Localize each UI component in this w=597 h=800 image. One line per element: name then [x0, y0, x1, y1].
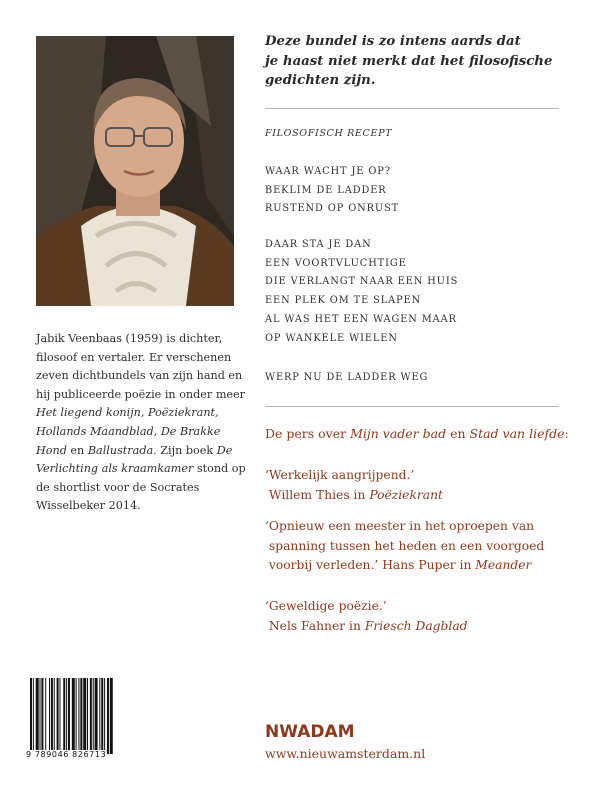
- quote-source: [265, 486, 565, 506]
- barcode-bar: [99, 678, 100, 754]
- press-heading-suffix: :: [564, 426, 569, 441]
- poem-line: BEKLIM DE LADDER: [265, 184, 387, 196]
- barcode-bar: [51, 678, 53, 754]
- barcode-bar: [87, 678, 88, 754]
- poem-stanza-3: [265, 369, 428, 388]
- author-portrait-image: [36, 36, 234, 306]
- barcode-bar: [33, 678, 34, 754]
- quote-source-name: Willem Thies in: [268, 487, 370, 502]
- barcode-bar: [66, 678, 67, 754]
- bio-text-3: . Zijn boek: [153, 443, 217, 457]
- barcode-digits: 9 789046 826713: [26, 750, 107, 759]
- barcode-bar: [72, 678, 75, 754]
- barcode-bar: [30, 678, 32, 754]
- barcode-bar: [80, 678, 82, 754]
- barcode-bar: [93, 678, 94, 754]
- barcode-bar: [110, 678, 113, 754]
- quote-line: ‘Opnieuw een meester in het oproepen van: [265, 519, 535, 533]
- quote-source-publication: Meander: [475, 558, 532, 573]
- tagline-line: je haast niet merkt dat het filosofische: [265, 53, 553, 69]
- quote-text: ‘Werkelijk aangrijpend.’: [265, 468, 415, 482]
- poem-line: RUSTEND OP ONRUST: [265, 203, 400, 215]
- bio-text-1: Jabik Veenbaas (1959) is dichter, filosoof en vertaler. Er verschenen zeven dichtbundels van zijn hand en hij publiceerde poëzie in onder meer: [36, 332, 246, 401]
- publisher-logo: [265, 720, 355, 742]
- quote-source-publication: Friesch Dagblad: [364, 618, 468, 633]
- quote-line: [265, 537, 565, 557]
- poem-line: DAAR STA JE DAN: [265, 239, 372, 250]
- bio-text-2: en: [66, 443, 88, 457]
- press-quote-3: [265, 597, 565, 636]
- tagline-line: gedichten zijn.: [265, 73, 376, 88]
- bio-book-title: De Verlichting als kraamkamer: [36, 443, 233, 476]
- poem-line: EEN VOORTVLUCHTIGE: [265, 257, 407, 269]
- press-book-1: Mijn vader bad: [350, 426, 447, 441]
- author-bio: [36, 330, 248, 516]
- barcode-bar: [57, 678, 59, 754]
- press-quote-2: [265, 517, 565, 576]
- press-heading-mid: en: [446, 426, 470, 441]
- barcode-bar: [49, 678, 50, 754]
- bio-text-4: stond op de shortlist voor de Socrates Wisselbeker 2014.: [36, 462, 246, 513]
- barcode-bar: [90, 678, 92, 754]
- bio-magazines: Het liegend konijn, Poëziekrant, Hollands Maandblad, De Brakke Hond: [36, 406, 221, 457]
- poem-title: FILOSOFISCH RECEPT: [265, 128, 393, 139]
- tagline: [265, 32, 565, 91]
- barcode-bar: [63, 678, 65, 754]
- barcode-bar: [68, 678, 70, 754]
- quote-source: [265, 617, 565, 637]
- poem-line: OP WANKELE WIELEN: [265, 332, 398, 344]
- quote-text: ‘Geweldige poëzie.’: [265, 599, 387, 613]
- press-heading-prefix: De pers over: [265, 426, 351, 441]
- divider-top: [265, 108, 559, 109]
- publisher-logo-text: NWADAM: [265, 722, 355, 742]
- poem-line: WAAR WACHT JE OP?: [265, 166, 391, 177]
- barcode-bar: [36, 678, 39, 754]
- publisher-url[interactable]: www.nieuwamsterdam.nl: [265, 746, 426, 761]
- poem-stanza-1: [265, 163, 399, 219]
- poem-line: AL WAS HET EEN WAGEN MAAR: [265, 313, 457, 325]
- bio-magazine-ballustrada: Ballustrada: [87, 443, 154, 457]
- quote-source-publication: Poëziekrant: [369, 487, 443, 502]
- press-heading: [265, 426, 569, 441]
- barcode-bar: [95, 678, 98, 754]
- poem-line: EEN PLEK OM TE SLAPEN: [265, 295, 422, 307]
- author-photo: [36, 36, 234, 306]
- barcode-bar: [78, 678, 79, 754]
- barcode-bar: [107, 678, 109, 754]
- barcode-bar: [76, 678, 77, 754]
- barcode-bar: [104, 678, 105, 754]
- quote-line-text: voorbij verleden.’ Hans Puper in: [268, 558, 476, 573]
- barcode-bar: [45, 678, 46, 754]
- press-quote-1: [265, 466, 565, 505]
- quote-line-text: spanning tussen het heden en een voorgoed: [268, 538, 545, 553]
- press-book-2: Stad van liefde: [469, 426, 565, 441]
- quote-line: [265, 556, 565, 576]
- barcode-bar: [40, 678, 41, 754]
- tagline-line: Deze bundel is zo intens aards dat: [265, 34, 521, 49]
- poem-line: DIE VERLANGT NAAR EEN HUIS: [265, 276, 459, 288]
- barcode-bar: [101, 678, 103, 754]
- quote-source-name: Nels Fahner in: [268, 618, 365, 633]
- poem-line: WERP NU DE LADDER WEG: [265, 372, 429, 383]
- barcode-bar: [54, 678, 55, 754]
- divider-middle: [265, 406, 559, 407]
- barcode-bar: [41, 678, 43, 754]
- poem-stanza-2: [265, 236, 458, 348]
- barcode-bar: [83, 678, 86, 754]
- barcode-bar: [59, 678, 60, 754]
